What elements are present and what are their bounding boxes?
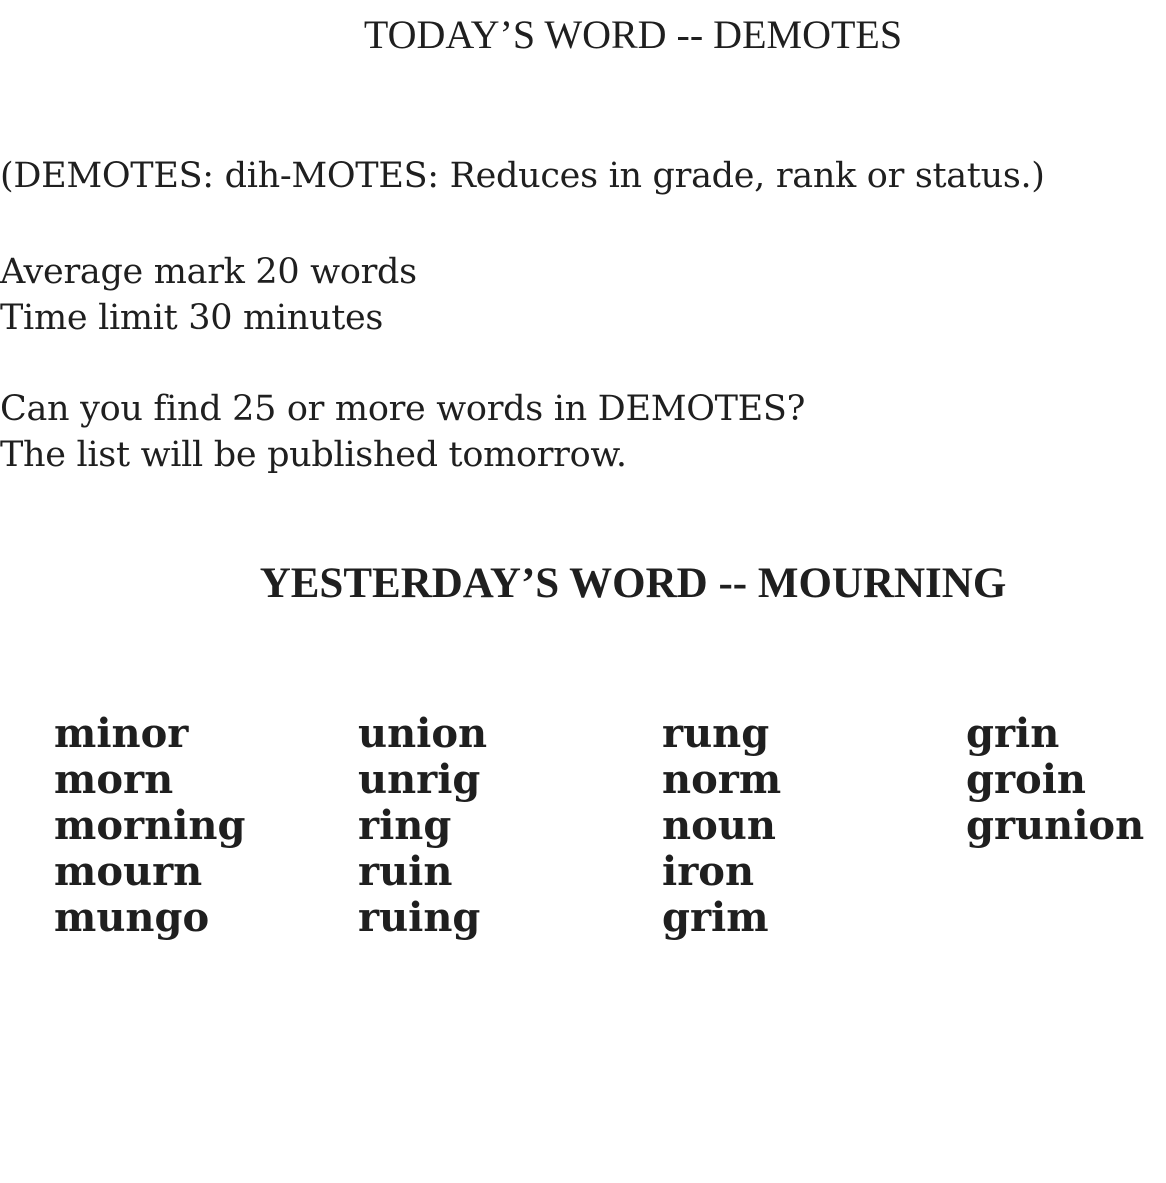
word-list-item: grunion [966,802,1145,849]
puzzle-stats [0,249,417,341]
word-list-item: ruin [358,848,453,895]
challenge-text [0,386,805,478]
word-list-item: mourn [54,848,203,895]
word-list-item: minor [54,710,189,757]
word-list-item: iron [662,848,755,895]
word-list-column-3 [662,711,781,941]
word-list-item: rung [662,710,770,757]
word-list-column-1 [54,711,245,941]
word-list-item: union [358,710,488,757]
todays-word-heading: TODAY’S WORD -- DEMOTES [363,12,903,57]
word-list-column-4 [966,711,1144,849]
word-list-item: grim [662,894,769,941]
average-mark: Average mark 20 words [0,252,417,292]
word-list-item: ruing [358,894,481,941]
time-limit: Time limit 30 minutes [0,298,384,338]
word-list-item: mungo [54,894,210,941]
word-list-item: noun [662,802,776,849]
yesterdays-word-heading: YESTERDAY’S WORD -- MOURNING [259,560,1007,607]
word-list-item: unrig [358,756,481,803]
publish-note: The list will be published tomorrow. [0,435,627,475]
word-list-item: morning [54,802,246,849]
word-list-item: norm [662,756,782,803]
word-list-item: morn [54,756,174,803]
word-list-column-2 [358,711,487,941]
word-list-item: ring [358,802,452,849]
word-list-item: groin [966,756,1086,803]
word-definition: (DEMOTES: dih-MOTES: Reduces in grade, rank or status.) [0,156,1045,196]
word-list-item: grin [966,710,1060,757]
challenge-question: Can you find 25 or more words in DEMOTES? [0,389,806,429]
